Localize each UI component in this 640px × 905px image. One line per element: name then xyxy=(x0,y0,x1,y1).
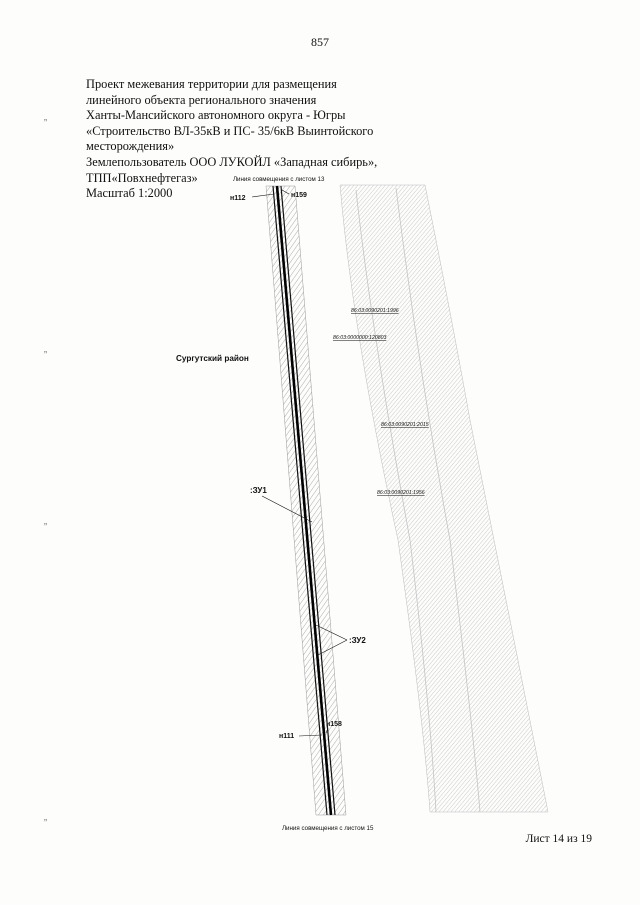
header-line: ТПП«Повхнефтегаз» xyxy=(86,170,198,185)
parcel-label-zu2: :ЗУ2 xyxy=(349,636,366,645)
point-label-n158: н158 xyxy=(326,721,342,728)
header-line: «Строительство ВЛ-35кВ и ПС- 35/6кВ Выинтойского xyxy=(86,123,374,138)
cadastral-number: 86:03:0090201:1956 xyxy=(377,490,425,496)
header-line: Проект межевания территории для размещения xyxy=(86,77,337,91)
bottom-alignment-line-label: Линия совмещения с листом 15 xyxy=(282,825,374,832)
point-label-n112: н112 xyxy=(230,195,246,202)
power-line-axis xyxy=(277,186,331,815)
scan-mark: „ xyxy=(44,516,47,526)
header-line: линейного объекта регионального значения xyxy=(86,92,317,107)
sheet-label: Лист 14 из 19 xyxy=(525,833,592,845)
top-alignment-line-label: Линия совмещения с листом 13 xyxy=(233,176,325,183)
parcel-label-zu1: :ЗУ1 xyxy=(250,486,267,495)
scan-mark: „ xyxy=(44,344,47,354)
scan-mark: „ xyxy=(44,112,47,122)
point-label-n159: н159 xyxy=(291,192,307,199)
scan-mark: „ xyxy=(44,812,47,822)
adjacent-parcel-band xyxy=(340,185,548,812)
scale-label: Масштаб 1:2000 xyxy=(86,186,173,201)
header-line: Землепользователь ООО ЛУКОЙЛ «Западная сибирь», xyxy=(86,154,378,169)
district-label: Сургутский район xyxy=(176,354,249,363)
point-label-n111: н111 xyxy=(279,733,295,740)
page-number: 857 xyxy=(311,35,329,49)
cadastral-number: 86:03:0000000:120803 xyxy=(333,335,387,341)
header-line: Ханты-Мансийского автономного округа - Югры xyxy=(86,108,346,123)
cadastral-number: 86:03:0090201:2015 xyxy=(381,422,429,428)
header-line: месторождения» xyxy=(86,139,175,154)
cadastral-number: 86:03:0090201:1996 xyxy=(351,308,399,314)
